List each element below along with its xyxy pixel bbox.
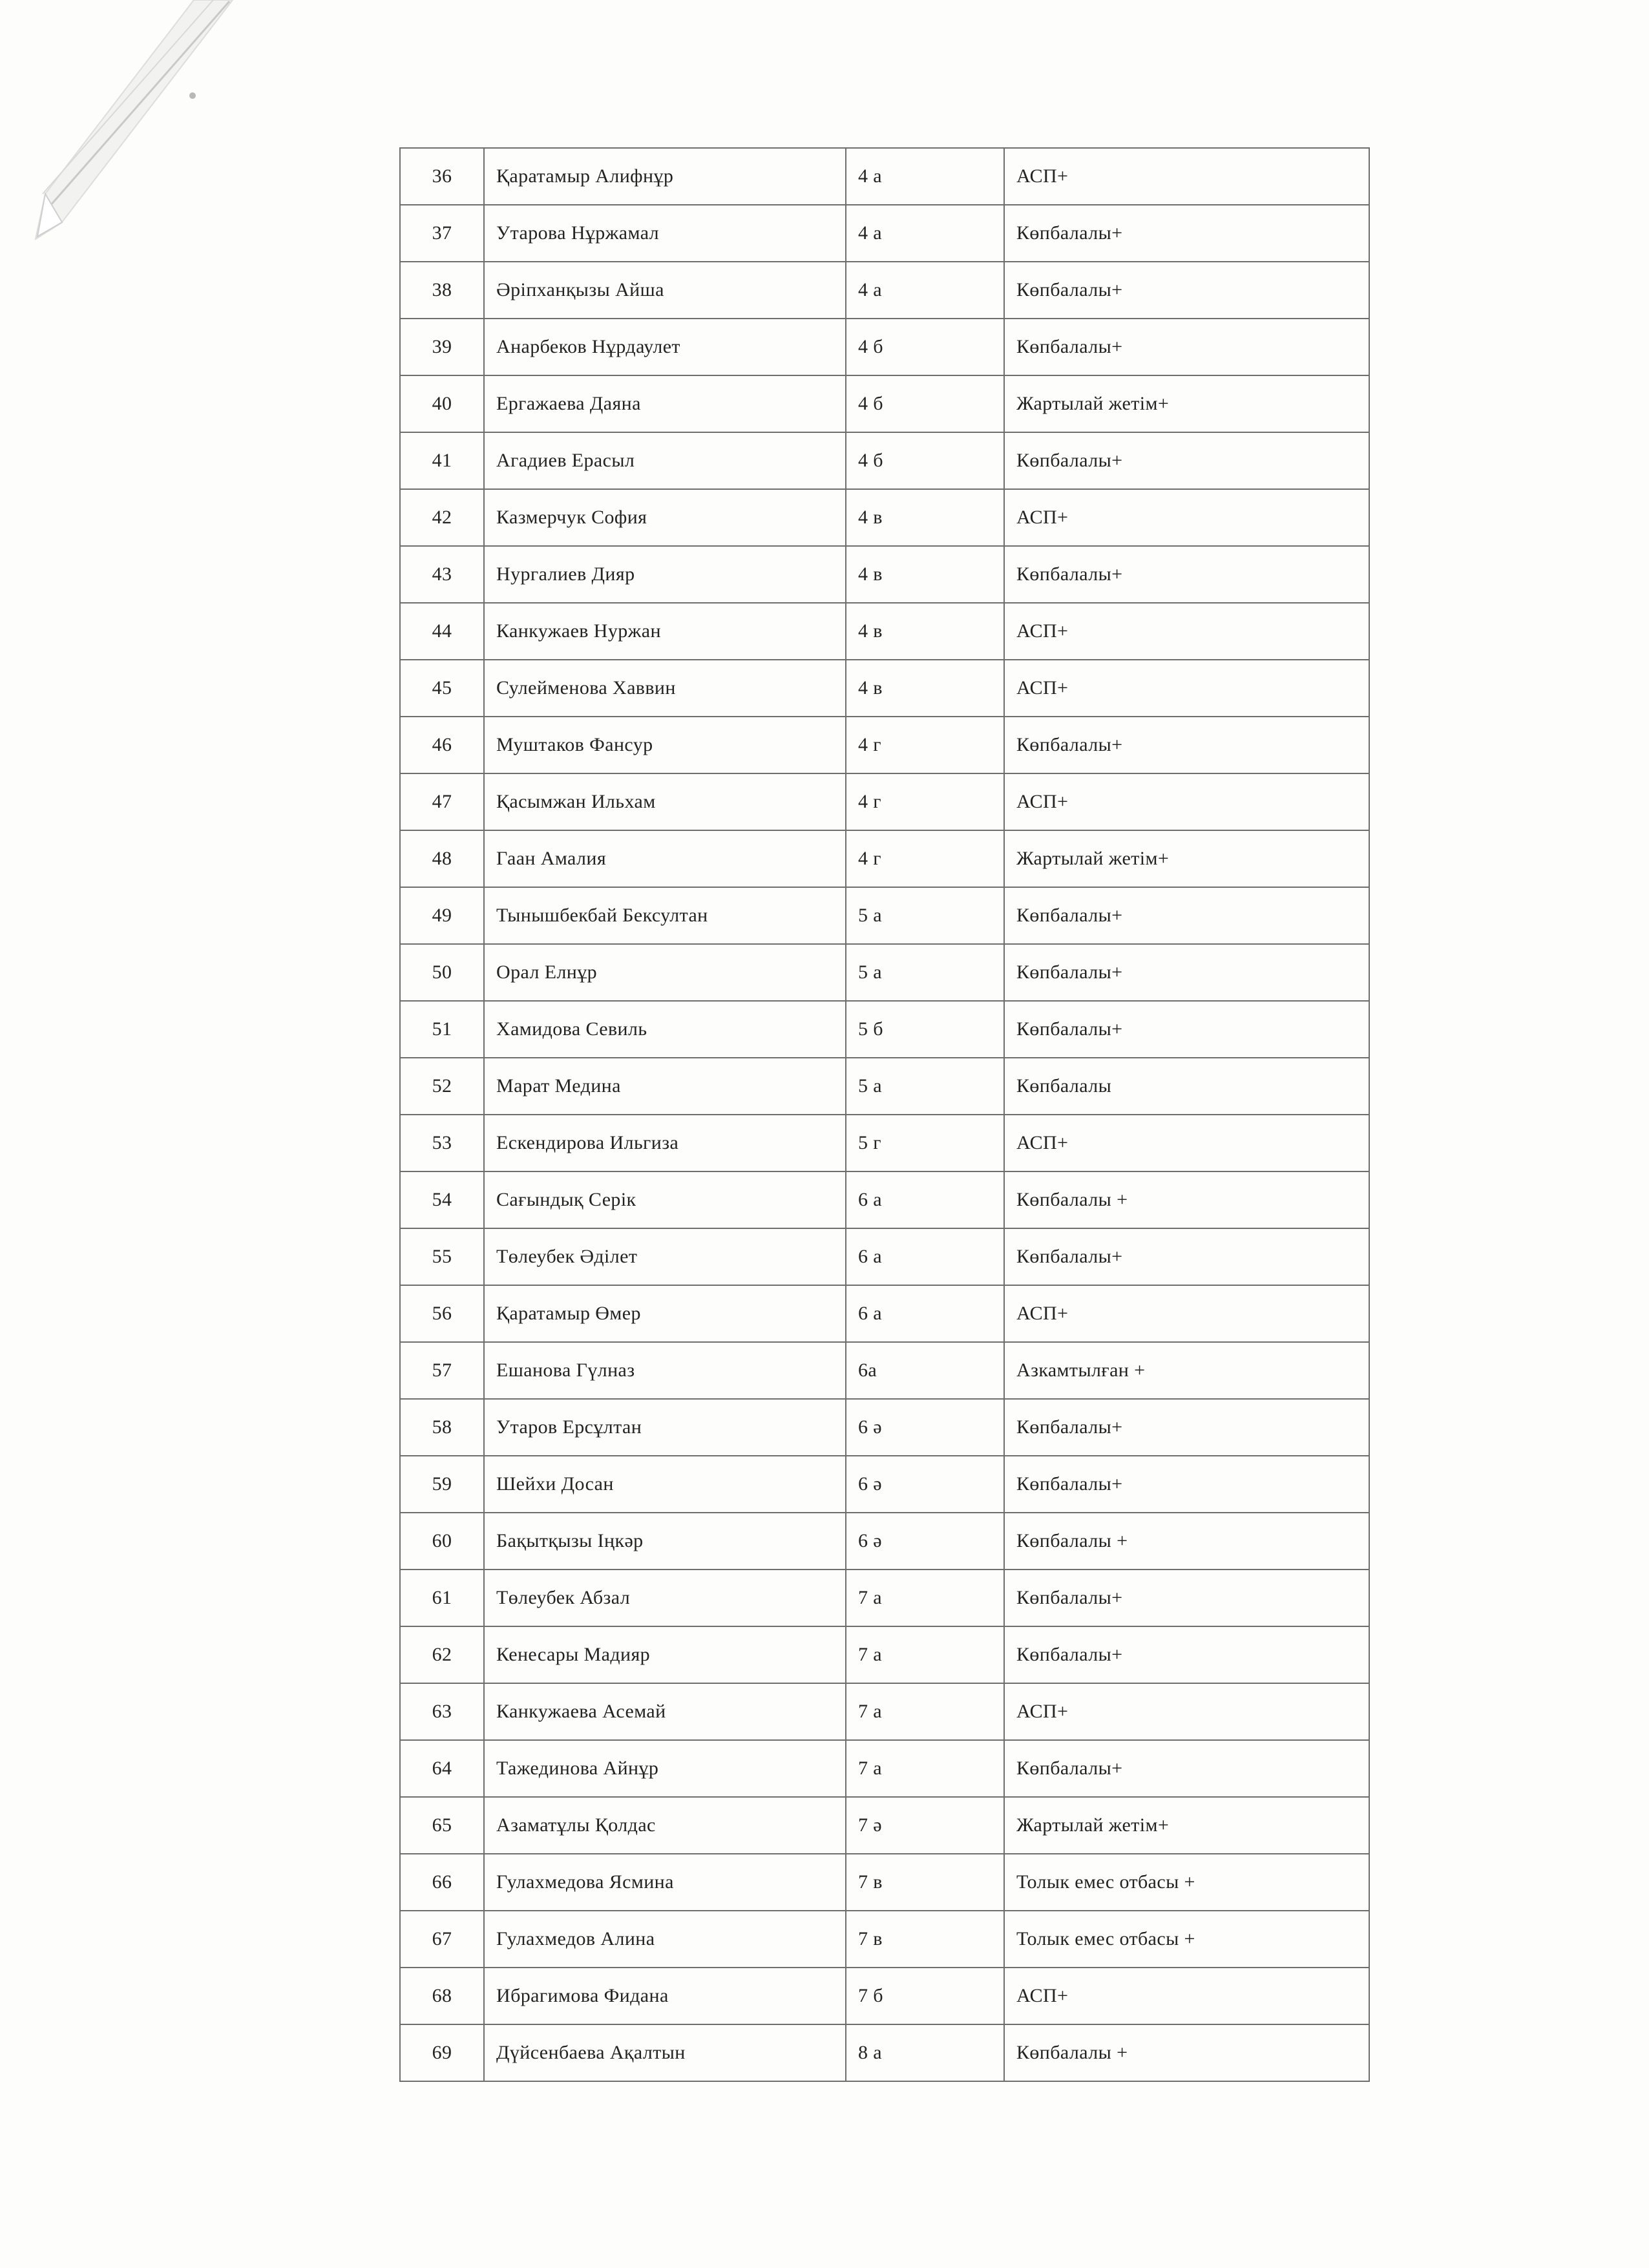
student-class: 4 а [846,205,1004,262]
table-row [400,1513,1369,1570]
table-row [400,375,1369,432]
table-row [400,2024,1369,2081]
student-name: Төлеубек Әділет [484,1228,846,1285]
student-name: Утаров Ерсұлтан [484,1399,846,1456]
row-number: 41 [400,432,484,489]
table-row [400,1626,1369,1683]
student-class: 7 а [846,1626,1004,1683]
row-number: 42 [400,489,484,546]
table-row [400,1115,1369,1171]
student-category: Көпбалалы+ [1004,1228,1369,1285]
row-number: 68 [400,1968,484,2024]
row-number: 56 [400,1285,484,1342]
table-row [400,1456,1369,1513]
student-category: Көпбалалы + [1004,1171,1369,1228]
row-number: 55 [400,1228,484,1285]
student-class: 7 а [846,1740,1004,1797]
table-row [400,773,1369,830]
student-name: Дүйсенбаева Ақалтын [484,2024,846,2081]
row-number: 49 [400,887,484,944]
student-class: 4 б [846,432,1004,489]
row-number: 46 [400,717,484,773]
student-category: АСП+ [1004,1285,1369,1342]
table-row [400,148,1369,205]
table-row [400,717,1369,773]
student-category: Толык емес отбасы + [1004,1911,1369,1968]
student-category: Көпбалалы+ [1004,1456,1369,1513]
table-row [400,944,1369,1001]
student-class: 5 б [846,1001,1004,1058]
row-number: 52 [400,1058,484,1115]
row-number: 48 [400,830,484,887]
student-class: 4 а [846,148,1004,205]
student-category: Көпбалалы+ [1004,262,1369,319]
row-number: 36 [400,148,484,205]
row-number: 38 [400,262,484,319]
student-category: АСП+ [1004,603,1369,660]
table-row [400,262,1369,319]
table-row [400,887,1369,944]
student-category: Көпбалалы+ [1004,887,1369,944]
row-number: 40 [400,375,484,432]
row-number: 59 [400,1456,484,1513]
table-row [400,546,1369,603]
table-row [400,1399,1369,1456]
student-name: Утарова Нұржамал [484,205,846,262]
student-name: Ескендирова Ильгиза [484,1115,846,1171]
student-class: 6 а [846,1171,1004,1228]
row-number: 53 [400,1115,484,1171]
student-category: Көпбалалы+ [1004,717,1369,773]
table-row [400,1285,1369,1342]
student-name: Гулахмедова Ясмина [484,1854,846,1911]
table-row [400,603,1369,660]
student-category: Көпбалалы+ [1004,944,1369,1001]
student-category: Азкамтылған + [1004,1342,1369,1399]
student-category: Көпбалалы+ [1004,546,1369,603]
student-class: 4 г [846,717,1004,773]
table-row [400,432,1369,489]
student-name: Гаан Амалия [484,830,846,887]
student-class: 4 б [846,375,1004,432]
student-name: Төлеубек Абзал [484,1570,846,1626]
student-name: Агадиев Ерасыл [484,432,846,489]
student-class: 4 б [846,319,1004,375]
table-row [400,1797,1369,1854]
student-class: 4 в [846,660,1004,717]
table-row [400,1854,1369,1911]
student-category: АСП+ [1004,773,1369,830]
student-name: Канкужаева Асемай [484,1683,846,1740]
table-row [400,319,1369,375]
student-class: 4 в [846,603,1004,660]
student-class: 7 ә [846,1797,1004,1854]
student-category: Көпбалалы+ [1004,1399,1369,1456]
student-name: Қаратамыр Алифнұр [484,148,846,205]
student-name: Орал Елнұр [484,944,846,1001]
row-number: 57 [400,1342,484,1399]
student-roster-table-container [399,147,1369,2082]
row-number: 64 [400,1740,484,1797]
student-category: Көпбалалы+ [1004,1626,1369,1683]
row-number: 66 [400,1854,484,1911]
student-category: АСП+ [1004,1968,1369,2024]
table-row [400,1683,1369,1740]
table-row [400,660,1369,717]
table-row [400,1171,1369,1228]
student-class: 4 в [846,489,1004,546]
student-name: Бақытқызы Іңкәр [484,1513,846,1570]
row-number: 67 [400,1911,484,1968]
student-category: Көпбалалы + [1004,1513,1369,1570]
student-category: АСП+ [1004,489,1369,546]
row-number: 50 [400,944,484,1001]
table-row [400,205,1369,262]
row-number: 60 [400,1513,484,1570]
student-class: 5 а [846,1058,1004,1115]
student-class: 7 а [846,1683,1004,1740]
student-category: Толык емес отбасы + [1004,1854,1369,1911]
row-number: 69 [400,2024,484,2081]
student-name: Әріпханқызы Айша [484,262,846,319]
table-row [400,1968,1369,2024]
student-class: 7 б [846,1968,1004,2024]
table-row [400,1911,1369,1968]
student-class: 5 г [846,1115,1004,1171]
student-name: Ибрагимова Фидана [484,1968,846,2024]
student-name: Анарбеков Нұрдаулет [484,319,846,375]
student-class: 7 в [846,1911,1004,1968]
student-category: Көпбалалы+ [1004,319,1369,375]
student-category: Көпбалалы+ [1004,1740,1369,1797]
student-name: Азаматұлы Қолдас [484,1797,846,1854]
row-number: 37 [400,205,484,262]
student-name: Канкужаев Нуржан [484,603,846,660]
student-name: Муштаков Фансур [484,717,846,773]
student-name: Сулейменова Хаввин [484,660,846,717]
student-name: Ергажаева Даяна [484,375,846,432]
student-category: АСП+ [1004,148,1369,205]
student-class: 7 а [846,1570,1004,1626]
student-name: Марат Медина [484,1058,846,1115]
table-row [400,1342,1369,1399]
student-class: 4 в [846,546,1004,603]
student-category: АСП+ [1004,1115,1369,1171]
table-row [400,830,1369,887]
row-number: 62 [400,1626,484,1683]
student-class: 4 г [846,773,1004,830]
student-class: 7 в [846,1854,1004,1911]
student-name: Ешанова Гүлназ [484,1342,846,1399]
student-category: АСП+ [1004,1683,1369,1740]
row-number: 51 [400,1001,484,1058]
student-category: Жартылай жетім+ [1004,375,1369,432]
row-number: 65 [400,1797,484,1854]
row-number: 58 [400,1399,484,1456]
student-name: Гулахмедов Алина [484,1911,846,1968]
student-name: Тынышбекбай Бексултан [484,887,846,944]
table-row [400,1570,1369,1626]
row-number: 61 [400,1570,484,1626]
table-row [400,489,1369,546]
student-class: 4 г [846,830,1004,887]
row-number: 45 [400,660,484,717]
student-class: 8 а [846,2024,1004,2081]
student-name: Нургалиев Дияр [484,546,846,603]
student-class: 6 а [846,1285,1004,1342]
student-name: Хамидова Севиль [484,1001,846,1058]
student-name: Кенесары Мадияр [484,1626,846,1683]
student-category: Көпбалалы+ [1004,205,1369,262]
row-number: 47 [400,773,484,830]
row-number: 44 [400,603,484,660]
student-category: Көпбалалы+ [1004,1570,1369,1626]
student-category: АСП+ [1004,660,1369,717]
student-name: Тажединова Айнұр [484,1740,846,1797]
student-name: Сағындық Серік [484,1171,846,1228]
row-number: 39 [400,319,484,375]
table-row [400,1228,1369,1285]
student-class: 6 ә [846,1513,1004,1570]
student-name: Қаратамыр Өмер [484,1285,846,1342]
student-category: Жартылай жетім+ [1004,1797,1369,1854]
student-roster-table [399,147,1370,2082]
student-class: 4 а [846,262,1004,319]
table-row [400,1058,1369,1115]
scan-artifact-corner [0,0,336,336]
row-number: 54 [400,1171,484,1228]
student-class: 5 а [846,887,1004,944]
table-row [400,1001,1369,1058]
student-name: Шейхи Досан [484,1456,846,1513]
student-class: 5 а [846,944,1004,1001]
table-row [400,1740,1369,1797]
row-number: 43 [400,546,484,603]
table-body [400,148,1369,2081]
row-number: 63 [400,1683,484,1740]
student-class: 6а [846,1342,1004,1399]
student-category: Көпбалалы [1004,1058,1369,1115]
student-category: Көпбалалы+ [1004,1001,1369,1058]
student-category: Көпбалалы + [1004,2024,1369,2081]
student-category: Жартылай жетім+ [1004,830,1369,887]
student-class: 6 ә [846,1456,1004,1513]
student-name: Қасымжан Ильхам [484,773,846,830]
student-name: Казмерчук София [484,489,846,546]
student-category: Көпбалалы+ [1004,432,1369,489]
student-class: 6 ә [846,1399,1004,1456]
student-class: 6 а [846,1228,1004,1285]
